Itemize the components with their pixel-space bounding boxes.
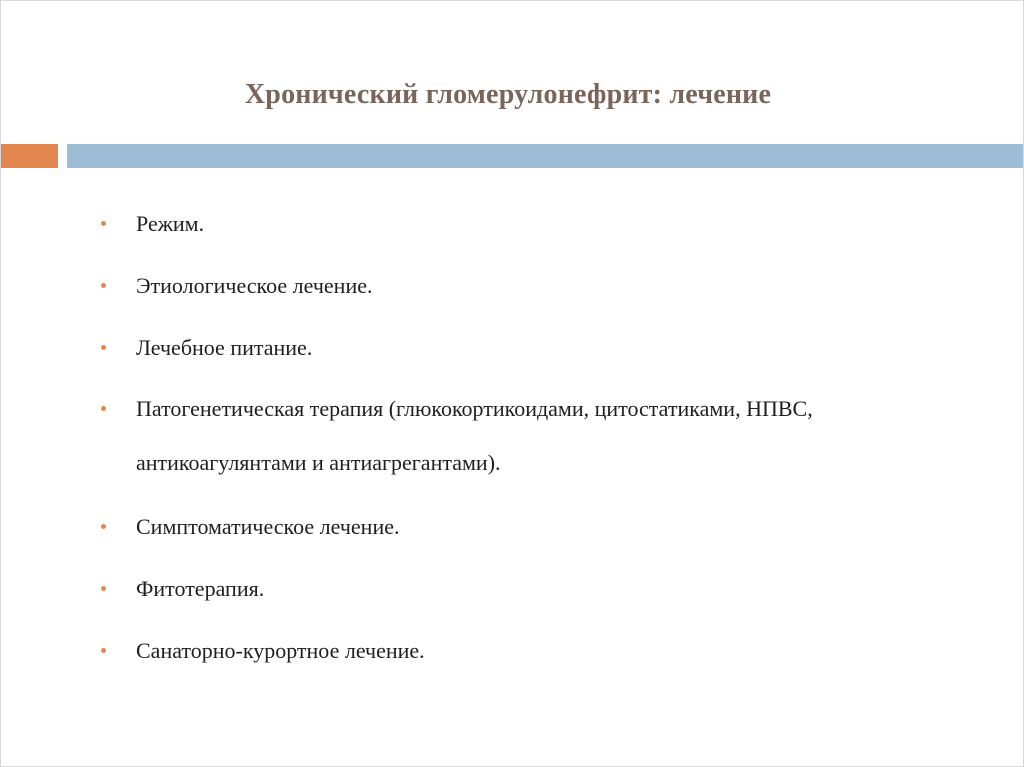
title-accent-bar: [1, 144, 58, 168]
bullet-item: [101, 510, 981, 543]
bullet-list: [101, 207, 981, 696]
bullet-text: Симптоматическое лечение.: [136, 514, 400, 539]
bullet-item: [101, 207, 981, 240]
slide-title: Хронический гломерулонефрит: лечение: [244, 79, 772, 110]
bullet-text: Фитотерапия.: [136, 576, 265, 601]
bullet-dot-icon: [101, 586, 106, 591]
title-divider-bar: [67, 144, 1024, 168]
bullet-dot-icon: [101, 648, 106, 653]
bullet-dot-icon: [101, 524, 106, 529]
bullet-item: [101, 382, 981, 490]
bullet-text: Патогенетическая терапия (глюкокортикоидами, цитостатиками, НПВС, антикоагулянтами и антиагрегантами).: [136, 396, 813, 475]
bullet-item: [101, 331, 981, 364]
bullet-text: Лечебное питание.: [136, 335, 313, 360]
bullet-item: [101, 269, 981, 302]
bullet-dot-icon: [101, 406, 106, 411]
bullet-text: Режим.: [136, 211, 205, 236]
bullet-text: Санаторно-курортное лечение.: [136, 638, 425, 663]
bullet-dot-icon: [101, 283, 106, 288]
bullet-item: [101, 634, 981, 667]
bullet-text: Этиологическое лечение.: [136, 273, 373, 298]
bullet-item: [101, 572, 981, 605]
bullet-dot-icon: [101, 345, 106, 350]
bullet-dot-icon: [101, 221, 106, 226]
